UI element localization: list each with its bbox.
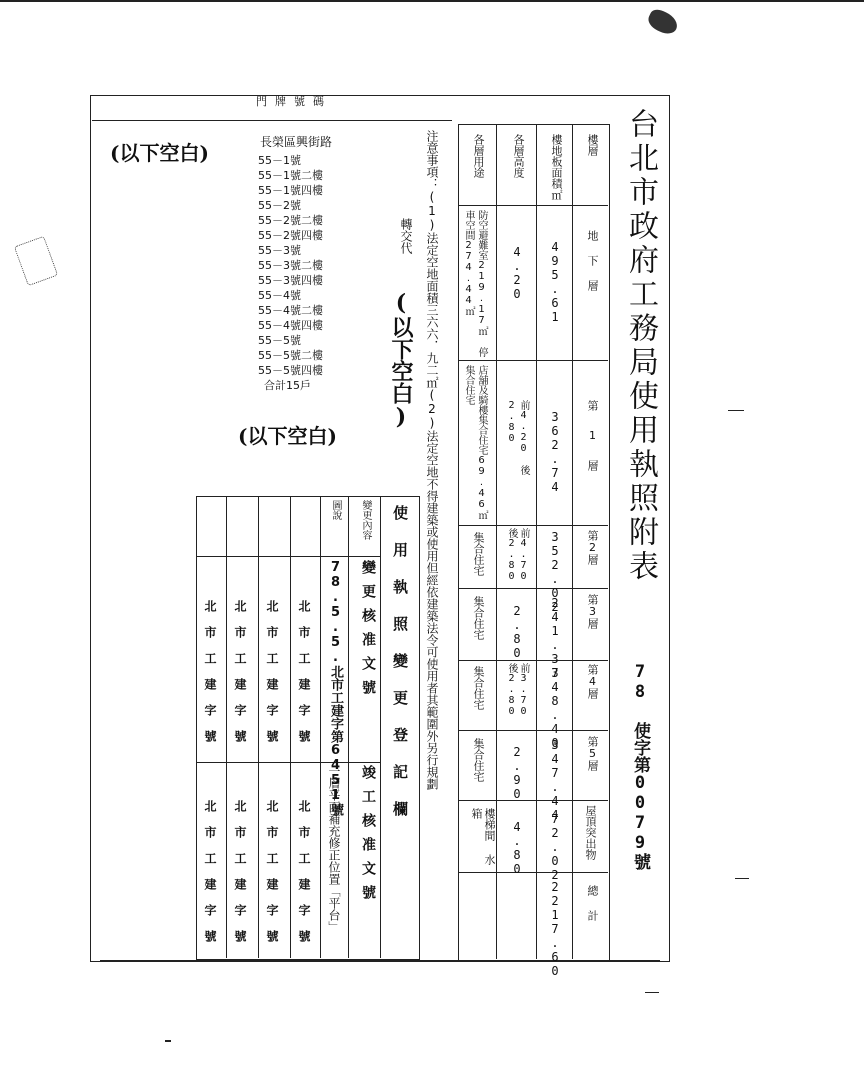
empty-change-row: 北市工建字號 bbox=[265, 600, 279, 756]
height-value: 前4.20 後2.80 bbox=[506, 400, 529, 475]
address-label: 長榮區興街路 bbox=[260, 135, 333, 149]
notes-tail: 轉交代 bbox=[399, 218, 413, 254]
address-item: 55－2號 bbox=[258, 199, 301, 212]
address-item: 55－2號二樓 bbox=[258, 214, 323, 227]
change-table-vline bbox=[258, 496, 259, 958]
address-item: 55－3號二樓 bbox=[258, 259, 323, 272]
building-table-hline bbox=[458, 800, 608, 801]
col-header: 第5層 bbox=[586, 736, 599, 771]
col-header: 第3層 bbox=[586, 594, 599, 629]
col-header: 第4層 bbox=[586, 664, 599, 699]
blank-stamp-bottom: (以下空白) bbox=[238, 424, 337, 448]
building-table-vline bbox=[496, 124, 497, 959]
use-value: 店舖及騎樓集合住宅69.46㎡ 集合住宅 bbox=[463, 365, 487, 520]
change-entry: 78.5.5.北市工建字第6451號 bbox=[328, 560, 343, 816]
change-table-title: 使用執照變更登記欄 bbox=[391, 505, 409, 838]
notes-text: 注意事項：(1)法定空地面積三六六．九二㎡(2)法定空地不得建築或使用但經依建築法令可使用者其範圍外另行規劃 bbox=[425, 130, 439, 790]
scan-mark bbox=[0, 0, 864, 2]
building-table-vline bbox=[536, 124, 537, 959]
building-table-hline bbox=[458, 730, 608, 731]
address-item: 55－4號二樓 bbox=[258, 304, 323, 317]
building-table-hline bbox=[458, 872, 608, 873]
address-total: 合計15戶 bbox=[264, 379, 311, 392]
address-heading: 門牌號碼 bbox=[256, 95, 332, 108]
change-row-label: 變更內容 bbox=[360, 500, 371, 540]
use-value: 樓梯間 水箱 bbox=[470, 808, 496, 865]
height-value: 2.80 bbox=[510, 604, 524, 660]
height-value: 前3.70 後2.80 bbox=[506, 663, 529, 717]
col-header: 第2層 bbox=[586, 530, 599, 565]
address-item: 55－1號 bbox=[258, 154, 301, 167]
empty-completion-row: 北市工建字號 bbox=[265, 800, 279, 956]
building-table-hline bbox=[458, 660, 608, 661]
address-item: 55－5號 bbox=[258, 334, 301, 347]
empty-change-row: 北市工建字號 bbox=[233, 600, 247, 756]
row-label-height: 各層高度 bbox=[512, 134, 525, 178]
drawing-row-label: 圖說 bbox=[330, 500, 341, 520]
scan-mark bbox=[728, 410, 744, 411]
area-value: 362.74 bbox=[548, 410, 562, 494]
blank-stamp-top: (以下空白) bbox=[110, 141, 209, 165]
scan-mark bbox=[735, 878, 749, 879]
col-header: 屋頂突出物 bbox=[584, 805, 597, 860]
change-table-vline bbox=[290, 496, 291, 958]
building-table-hline bbox=[458, 360, 608, 361]
height-value: 4.20 bbox=[510, 245, 524, 301]
use-value: 集合住宅 bbox=[472, 738, 485, 782]
building-table-hline bbox=[458, 205, 608, 206]
row-label-area: 樓地板面積㎡ bbox=[550, 134, 563, 200]
building-table-vline bbox=[572, 124, 573, 959]
empty-change-row: 北市工建字號 bbox=[203, 600, 217, 756]
address-item: 55－3號四樓 bbox=[258, 274, 323, 287]
area-value: 495.61 bbox=[548, 240, 562, 324]
empty-completion-row: 北市工建字號 bbox=[297, 800, 311, 956]
height-value: 2.90 bbox=[510, 745, 524, 801]
change-col-header: 變更核准文號 bbox=[360, 560, 376, 704]
area-value: 241.37 bbox=[548, 596, 562, 680]
change-table-hline bbox=[196, 762, 380, 763]
address-item: 55－1號四樓 bbox=[258, 184, 323, 197]
empty-completion-row: 北市工建字號 bbox=[233, 800, 247, 956]
license-number: 78 使字第0079號 bbox=[630, 662, 650, 870]
page-title: 台北市政府工務局使用執照附表 bbox=[623, 108, 658, 584]
address-item: 55－5號四樓 bbox=[258, 364, 323, 377]
address-item: 55－5號二樓 bbox=[258, 349, 323, 362]
empty-completion-row: 北市工建字號 bbox=[203, 800, 217, 956]
use-value: 集合住宅 bbox=[472, 532, 485, 576]
change-entry-note: 一層平面補充修正位置「平台」 bbox=[327, 765, 341, 933]
area-value: 347.44 bbox=[548, 738, 562, 822]
address-item: 55－3號 bbox=[258, 244, 301, 257]
height-value: 前4.70 後2.80 bbox=[506, 528, 529, 582]
address-item: 55－4號四樓 bbox=[258, 319, 323, 332]
address-list bbox=[258, 153, 323, 393]
scan-mark bbox=[645, 992, 659, 993]
col-header-total: 總計 bbox=[586, 885, 599, 935]
height-value: 4.80 bbox=[510, 820, 524, 876]
area-value: 72.02 bbox=[548, 812, 562, 882]
building-table-hline bbox=[458, 588, 608, 589]
building-table-hline bbox=[458, 525, 608, 526]
scan-speck bbox=[645, 7, 681, 38]
area-value: 352.02 bbox=[548, 530, 562, 614]
address-heading-rule bbox=[92, 120, 452, 121]
address-item: 55－4號 bbox=[258, 289, 301, 302]
use-value: 防空避難室219.17㎡ 停車空間274.44㎡ bbox=[463, 210, 487, 357]
change-table-vline bbox=[348, 496, 349, 958]
change-table-vline bbox=[380, 496, 381, 958]
row-label-use: 各層用途 bbox=[472, 134, 485, 178]
scan-speck bbox=[14, 236, 58, 286]
change-table-hline bbox=[196, 556, 380, 557]
row-label-floor: 樓層 bbox=[586, 134, 599, 156]
change-table-vline bbox=[320, 496, 321, 958]
use-value: 集合住宅 bbox=[472, 596, 485, 640]
area-value: 348.40 bbox=[548, 666, 562, 750]
scan-mark bbox=[165, 1040, 171, 1042]
completion-col-header: 竣工核准文號 bbox=[360, 765, 376, 909]
use-value: 集合住宅 bbox=[472, 666, 485, 710]
address-item: 55－1號二樓 bbox=[258, 169, 323, 182]
empty-change-row: 北市工建字號 bbox=[297, 600, 311, 756]
blank-stamp-middle: (以下空白) bbox=[388, 290, 414, 430]
total-area-value: 2217.60 bbox=[548, 880, 562, 978]
col-header: 第1層 bbox=[586, 400, 599, 489]
address-item: 55－2號四樓 bbox=[258, 229, 323, 242]
change-table-vline bbox=[226, 496, 227, 958]
col-header: 地下層 bbox=[586, 230, 599, 305]
